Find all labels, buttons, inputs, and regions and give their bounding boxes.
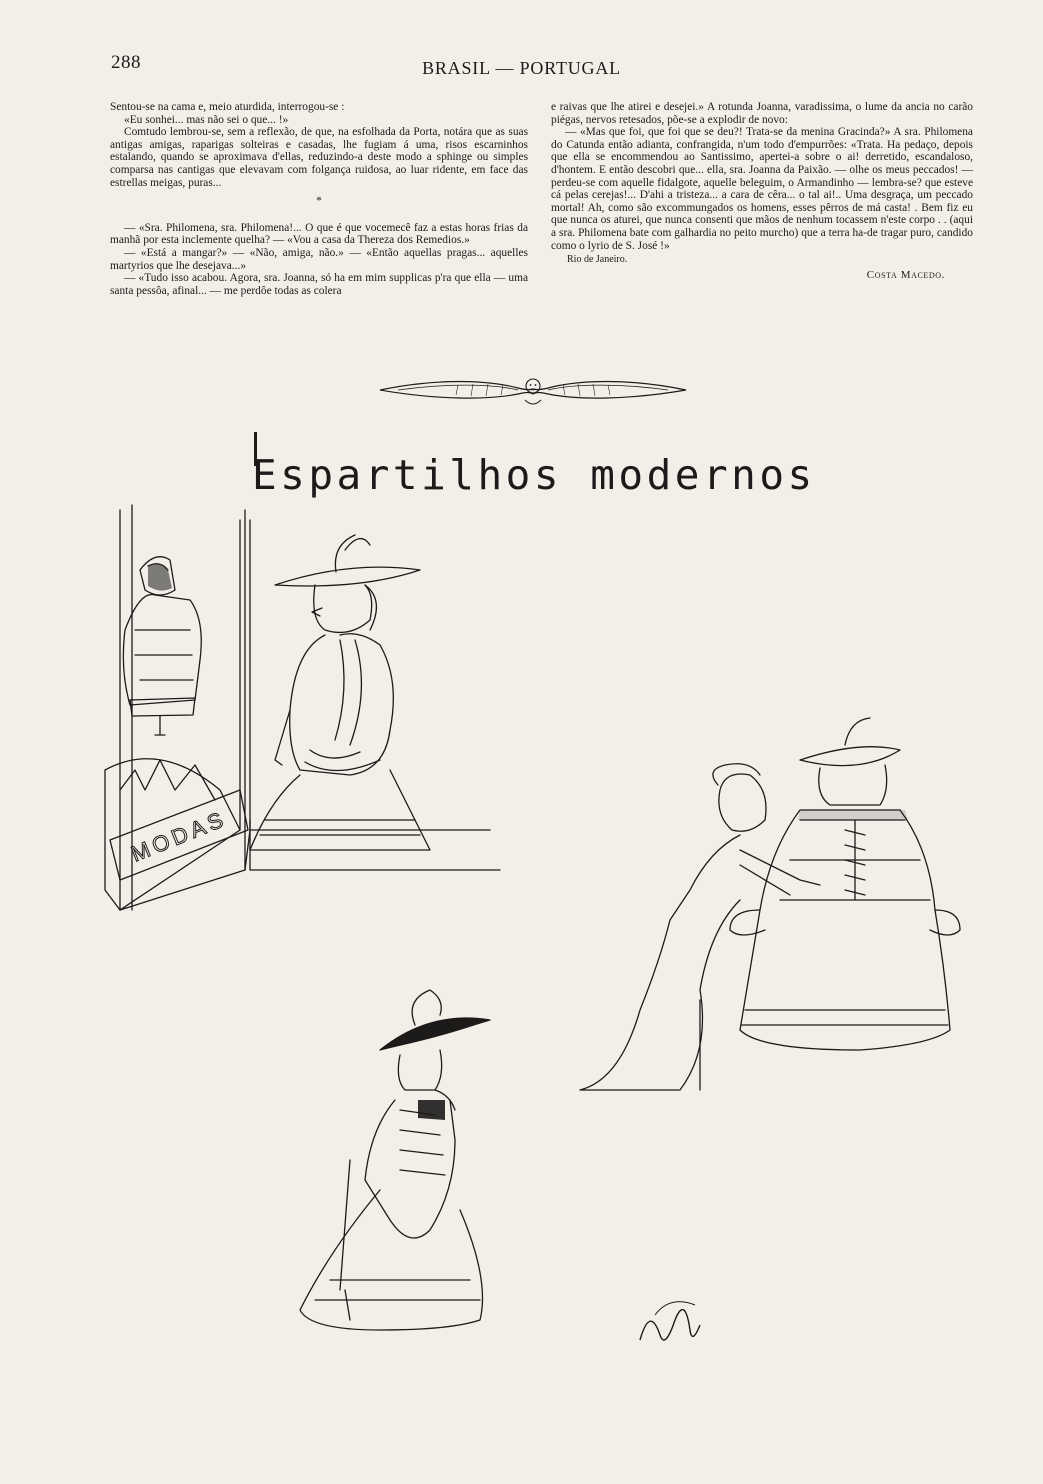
shop-sign-text: MODAS [127,805,231,867]
woman-at-shop-window [250,535,430,850]
paragraph: — «Está a mangar?» — «Não, amiga, não.» — «Então aquellas pragas... aquelles martyrios que lhe desejava...» [110,246,528,272]
paragraph: — «Mas que foi, que foi que se deu?! Trata-se da menina Gracinda?» A sra. Philomena do Catunda então adianta, confrangida, n'um todo d'empurrões: «Trata. Ha pedaço, depois que ella se encommendou ao Santissimo, apertei-a sobre o ai! derretido, escandaloso, d'hontem. E então descobri que... ella, sra. Joanna da Paixão. — olhe os meus peccados! — perdeu-se com aquelle fidalgote, aquelle beleguim, o Armandinho — lembra-se? que esteve cá pelas cerejas!... D'ahi a tristeza... a cara de cêra... o tal ai!.. Uma desgraça, um peccado mortal! Ah, como são excommungados os homens, esses pêrros de má casta! . Bem fiz eu que nunca os aturei, que nunca consenti que mãos de nenhum tocassem n'este corpo . . (aqui a sra. Philomena bate com galhardia no peito murcho) que a terra ha-de tragar puro, candido como o lyrio de S. José !» [551,126,973,252]
winged-cherub-ornament [378,370,688,410]
author-signature: Costa Macedo. [866,268,945,281]
artist-monogram-signature [630,1285,710,1355]
paragraph: e raivas que lhe atirei e desejei.» A rotunda Joanna, varadissima, o lume da ancia no carão piégas, nervos retesados, põe-se a explodir de novo: [551,101,973,126]
story-left-column [110,101,528,297]
paragraph: — «Tudo isso acabou. Agora, sra. Joanna, só ha em mim supplicas p'ra que ella — uma santa pessôa, afinal... — me perdôe todas as colera [110,272,528,297]
section-break-asterisk: * [316,195,322,208]
article-title: Espartilhos modernos [252,451,816,500]
page-number: 288 [111,52,141,73]
paragraph: — «Sra. Philomena, sra. Philomena!... O que é que vocemecê faz a estas horas frias da manhã por esta inclemente quelha? — «Vou a casa da Thereza dos Remedios.» [110,221,528,247]
running-head: BRASIL — PORTUGAL [422,58,621,78]
story-right-column [551,101,973,281]
paragraph: Comtudo lembrou-se, sem a reflexão, de que, na esfolhada da Porta, notára que as suas antigas amigas, raparigas solteiras e casadas, lhe fugiam á uma, risos escarninhos estalando, quando se aproximava d'ellas, reduzindo-a deste modo a sphinge ou simples comparsa nas cantigas que elevavam com folgança ruidosa, ao luar ridente, em face das estrellas meigas, puras... [110,126,528,189]
paragraph: «Eu sonhei... mas não sei o que... !» [124,113,289,126]
corset-caricature-illustration [100,490,1000,1480]
dateline-place: Rio de Janeiro. [567,254,628,266]
paragraph: Sentou-se na cama e, meio aturdida, interrogou-se : [110,101,345,113]
stout-woman-being-laced [730,718,960,1050]
woman-lacing-corset [580,764,820,1090]
